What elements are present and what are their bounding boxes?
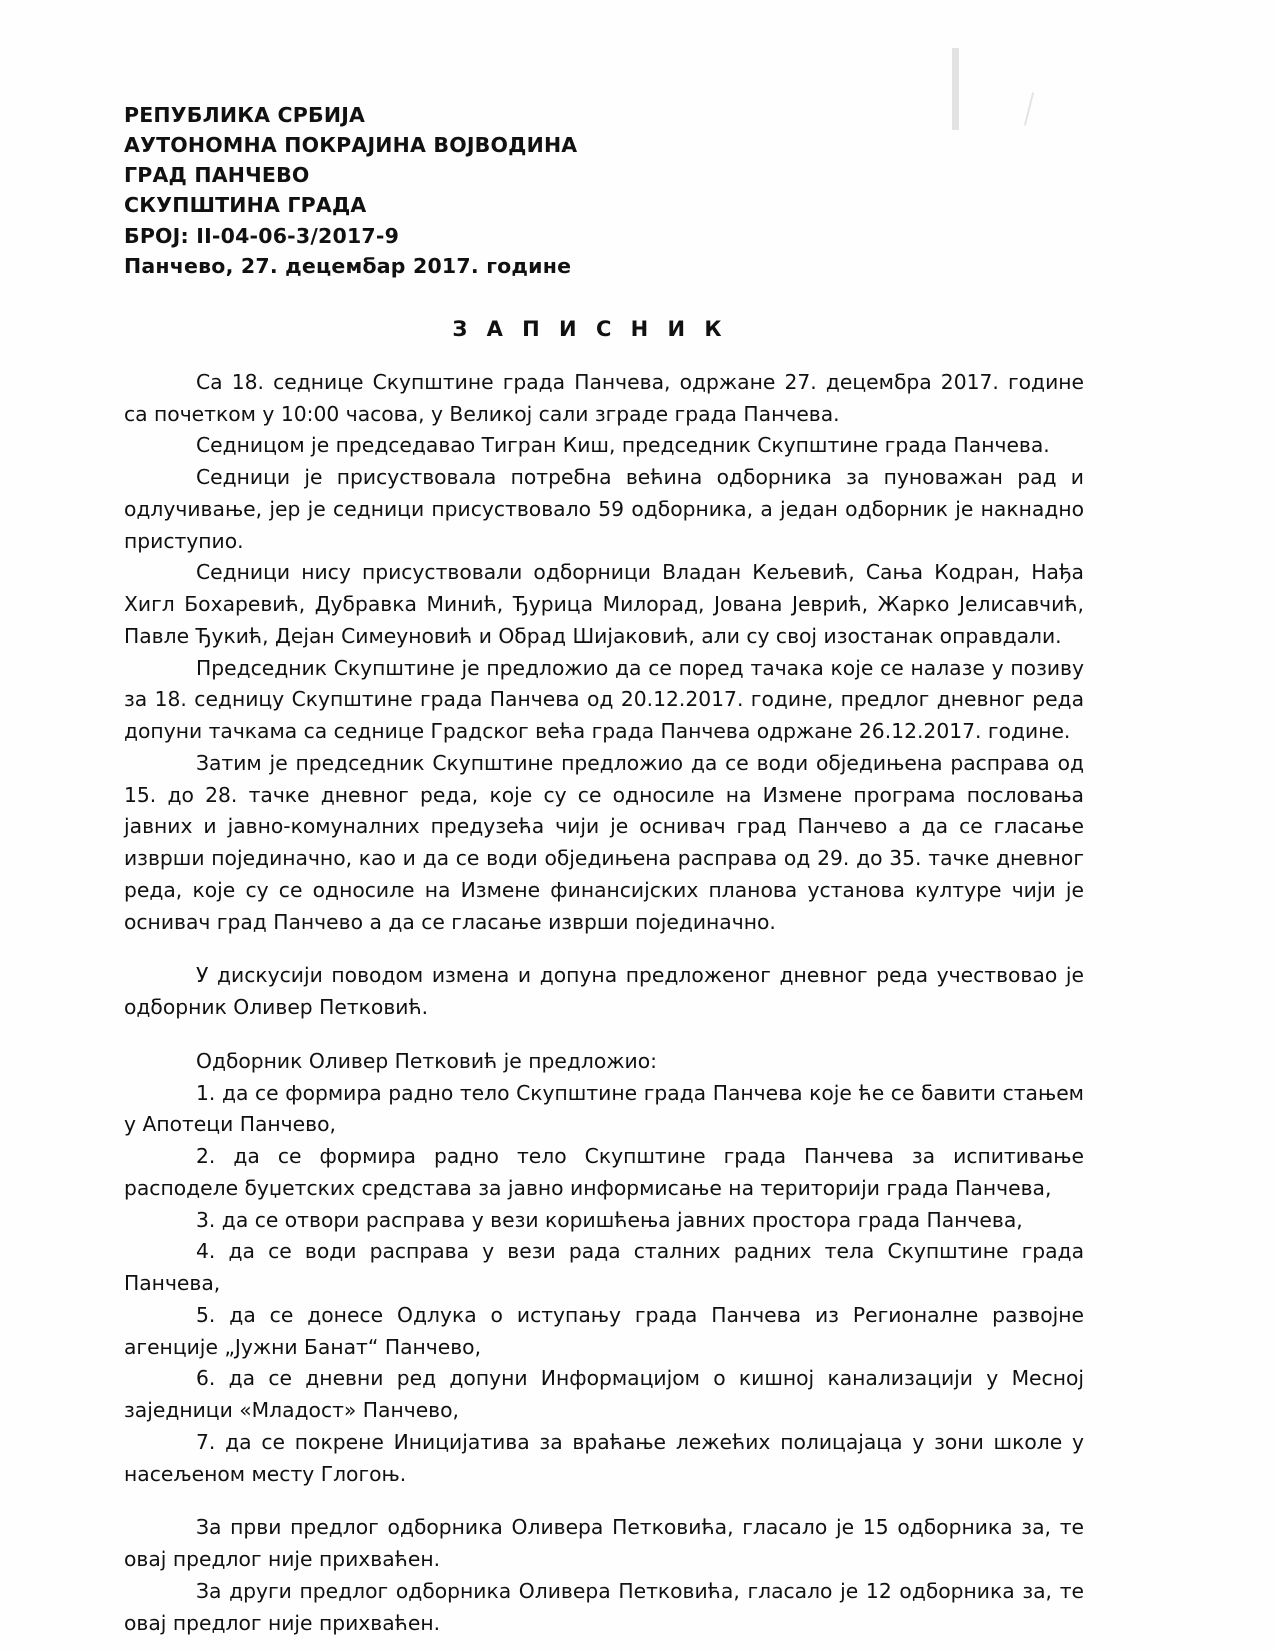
paragraph-spacer <box>124 938 1084 960</box>
list-item: 3. да се отвори расправа у вези коришћења јавних простора града Панчева, <box>196 1207 1023 1232</box>
paragraph-session-info: Са 18. седнице Скупштине града Панчева, одржане 27. децембра 2017. године са почетком у 10:00 часова, у Великој сали зграде града Панчева. <box>124 369 1084 426</box>
paragraph-chairman: Седницом је председавао Тигран Киш, председник Скупштине града Панчева. <box>196 433 1050 458</box>
list-item: 4. да се води расправа у вези рада сталних радних тела Скупштине града Панчева, <box>124 1239 1084 1295</box>
header-line-place-date: Панчево, 27. децембар 2017. године <box>124 253 572 278</box>
list-item: 7. да се покрене Иницијатива за враћање лежећих полицајаца у зони школе у насељеном месту Глогоњ. <box>124 1429 1084 1486</box>
document-content <box>124 100 1084 1639</box>
paragraph-spacer <box>124 1490 1084 1512</box>
list-item: 1. да се формира радно тело Скупштине града Панчева које ће се бавити стањем у Апотеци Панчево, <box>124 1080 1084 1137</box>
paragraph-agenda-amendment: Председник Скупштине је предложио да се поред тачака које се налазе у позиву за 18. седницу Скупштине града Панчева од 20.12.2017. године, предлог дневног реда допуни тачкама са седнице Градског већа града Панчева одржане 26.12.2017. године. <box>124 655 1084 743</box>
header-line-number: БРОЈ: II-04-06-3/2017-9 <box>124 223 400 248</box>
list-item: 5. да се донесе Одлука о иступању града Панчева из Регионалне развојне агенције „Јужни Банат“ Панчево, <box>124 1302 1084 1359</box>
header-line-republic: РЕПУБЛИКА СРБИЈА <box>124 103 366 127</box>
document-header <box>124 100 1084 281</box>
document-body <box>124 367 1084 1640</box>
paragraph-joint-debate: Затим је председник Скупштине предложио да се води обједињена расправа од 15. до 28. тачке дневног реда, које су се односиле на Измене програма пословања јавних и јавно-комуналних предузећа чији је оснивач град Панчево а да се гласање изврши појединачно, као и да се води обједињена расправа од 29. до 35. тачке дневног реда, које су се односиле на Измене финансијских планова установа културе чији је оснивач град Панчево а да се гласање изврши појединачно. <box>124 750 1084 934</box>
paragraph-absent-members: Седници нису присуствовали одборници Владан Кељевић, Сања Кодран, Нађа Хигл Бохаревић, Дубравка Минић, Ђурица Милорад, Јована Јеврић, Жарко Јелисавчић, Павле Ђукић, Дејан Симеуновић и Обрад Шијаковић, али су свој изостанак оправдали. <box>124 560 1084 648</box>
paragraph-spacer <box>124 1024 1084 1046</box>
header-line-assembly: СКУПШТИНА ГРАДА <box>124 193 367 218</box>
paragraph-discussion: У дискусији поводом измена и допуна предложеног дневног реда учествовао је одборник Оливер Петковић. <box>124 963 1084 1019</box>
header-line-province: АУТОНОМНА ПОКРАЈИНА ВОЈВОДИНА <box>124 133 578 158</box>
page-title: З А П И С Н И К <box>452 316 728 341</box>
paragraph-vote-first: За први предлог одборника Оливера Петковића, гласало је 15 одборника за, те овај предлог није прихваћен. <box>124 1515 1084 1571</box>
list-item: 6. да се дневни ред допуни Информацијом о кишној канализацији у Месној заједници «Младост» Панчево, <box>124 1366 1084 1422</box>
paragraph-vote-second: За други предлог одборника Оливера Петковића, гласало је 12 одборника за, те овај предлог није прихваћен. <box>124 1578 1084 1635</box>
header-line-city: ГРАД ПАНЧЕВО <box>124 163 310 188</box>
paragraph-quorum: Седници је присуствовала потребна већина одборника за пуноважан рад и одлучивање, јер је седници присуствовало 59 одборника, а један одборник је накнадно приступио. <box>124 465 1084 553</box>
paragraph-proposal-intro: Одборник Оливер Петковић је предложио: <box>196 1048 657 1073</box>
list-item: 2. да се формира радно тело Скупштине града Панчева за испитивање расподеле буџетских средстава за јавно информисање на територији града Панчева, <box>124 1144 1084 1200</box>
